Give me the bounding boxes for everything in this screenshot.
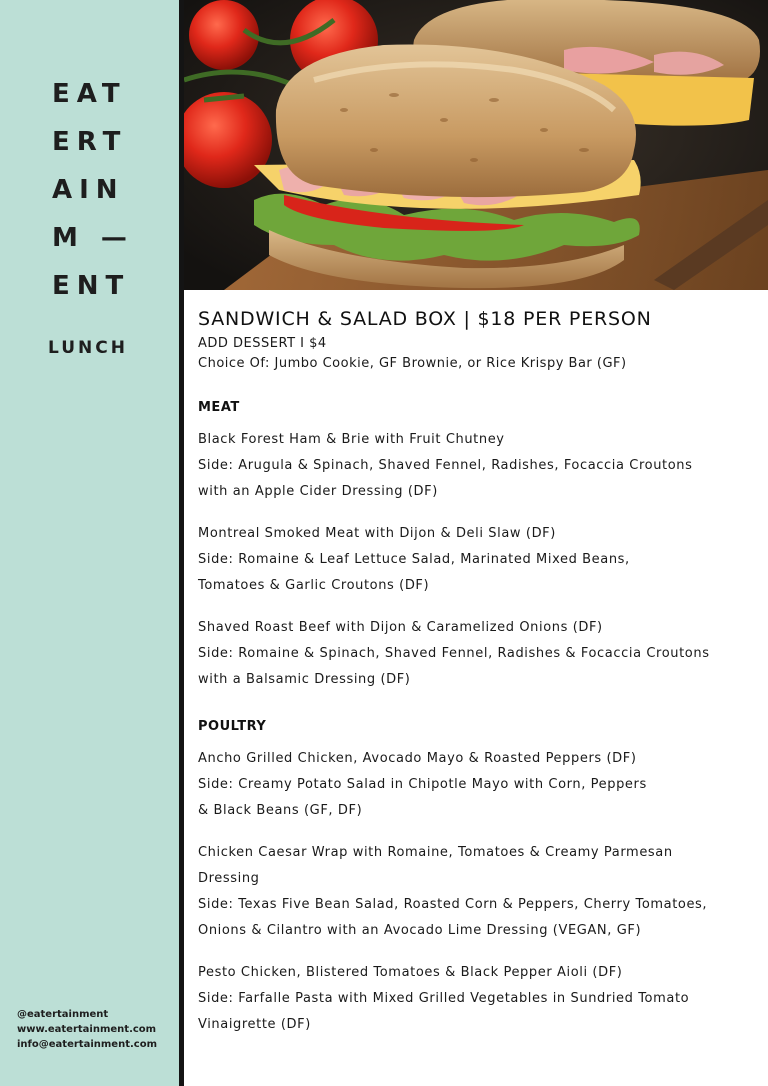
brand-line: ERT <box>52 127 128 157</box>
sandwich-photo <box>184 0 768 290</box>
item-side: Tomatoes & Garlic Croutons (DF) <box>198 578 430 593</box>
menu-title: SANDWICH & SALAD BOX | $18 PER PERSON <box>198 308 652 330</box>
item-main: Ancho Grilled Chicken, Avocado Mayo & Roasted Peppers (DF) <box>198 751 637 766</box>
email-link: info@eatertainment.com <box>17 1039 157 1050</box>
item-main: Black Forest Ham & Brie with Fruit Chutney <box>198 432 505 447</box>
brand-line: ENT <box>52 271 131 301</box>
item-side: Vinaigrette (DF) <box>198 1017 311 1032</box>
menu-item <box>198 521 754 599</box>
menu-item <box>198 615 754 693</box>
menu-item <box>198 840 754 944</box>
item-main: Montreal Smoked Meat with Dijon & Deli Slaw (DF) <box>198 526 556 541</box>
item-main: Shaved Roast Beef with Dijon & Caramelized Onions (DF) <box>198 620 603 635</box>
item-side: with an Apple Cider Dressing (DF) <box>198 484 438 499</box>
sandwich-illustration <box>184 0 768 290</box>
menu-item <box>198 960 754 1038</box>
item-side: Side: Creamy Potato Salad in Chipotle Mayo with Corn, Peppers <box>198 777 647 792</box>
item-main-continued: Dressing <box>198 871 260 886</box>
menu-item <box>198 427 754 505</box>
item-side: with a Balsamic Dressing (DF) <box>198 672 411 687</box>
item-main: Pesto Chicken, Blistered Tomatoes & Black Pepper Aioli (DF) <box>198 965 623 980</box>
item-side: Side: Farfalle Pasta with Mixed Grilled Vegetables in Sundried Tomato <box>198 991 690 1006</box>
dessert-choice: Choice Of: Jumbo Cookie, GF Brownie, or Rice Krispy Bar (GF) <box>198 356 627 371</box>
website-link: www.eatertainment.com <box>17 1024 157 1035</box>
contact-info <box>17 1007 157 1052</box>
item-side: Side: Texas Five Bean Salad, Roasted Corn & Peppers, Cherry Tomatoes, <box>198 897 708 912</box>
section-heading-poultry: POULTRY <box>198 719 267 734</box>
dessert-addon-label: ADD DESSERT I $4 <box>198 336 327 351</box>
menu-item <box>198 746 754 824</box>
brand-logo <box>52 70 134 310</box>
item-side: Onions & Cilantro with an Avocado Lime Dressing (VEGAN, GF) <box>198 923 642 938</box>
section-heading-meat: MEAT <box>198 400 240 415</box>
brand-line: M — <box>52 223 134 253</box>
brand-line: AIN <box>52 175 125 205</box>
meal-label: LUNCH <box>48 338 128 358</box>
item-main: Chicken Caesar Wrap with Romaine, Tomatoes & Creamy Parmesan <box>198 845 673 860</box>
menu-content <box>198 308 754 1038</box>
social-handle: @eatertainment <box>17 1009 109 1020</box>
item-side: Side: Arugula & Spinach, Shaved Fennel, Radishes, Focaccia Croutons <box>198 458 693 473</box>
item-side: & Black Beans (GF, DF) <box>198 803 363 818</box>
item-side: Side: Romaine & Leaf Lettuce Salad, Marinated Mixed Beans, <box>198 552 630 567</box>
brand-line: EAT <box>52 79 127 109</box>
item-side: Side: Romaine & Spinach, Shaved Fennel, Radishes & Focaccia Croutons <box>198 646 710 661</box>
